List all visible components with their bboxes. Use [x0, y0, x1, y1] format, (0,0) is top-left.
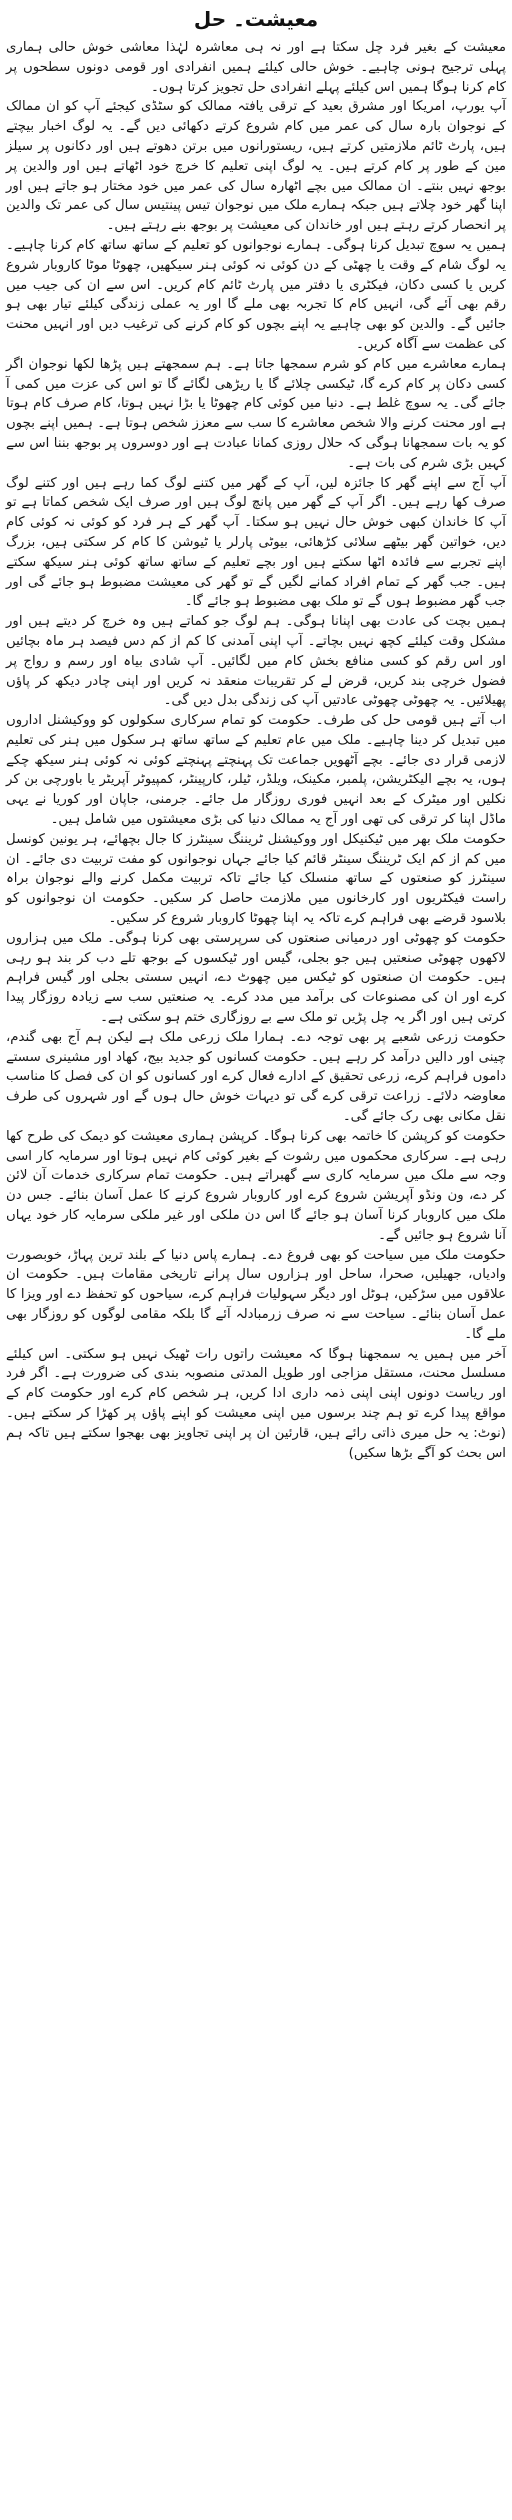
article-paragraph-1: معیشت کے بغیر فرد چل سکتا ہے اور نہ ہی معاشرہ لہٰذا معاشی خوش حالی ہماری پہلی ترجیح ہونی چاہیے۔ خوش حالی کیلئے ہمیں انفرادی اور قومی دونوں سطحوں پر کام کرنا ہوگا ہمیں اس کیلئے پہلے انفرادی حل تجویز کرتا ہوں۔ [6, 40, 506, 95]
article-paragraph-3: ہمیں یہ سوچ تبدیل کرنا ہوگی۔ ہمارے نوجوانوں کو تعلیم کے ساتھ ساتھ کام کرنا چاہیے۔ یہ لوگ شام کے وقت یا چھٹی کے دن کوئی نہ کوئی ہنر سیکھیں، چھوٹا موٹا کاروبار شروع کریں یا کسی دکان، فیکٹری یا دفتر میں پارٹ ٹائم کام کریں۔ اس سے ان کی جیب میں رقم بھی آئے گی، انہیں کام کا تجربہ بھی ملے گا اور یہ عملی زندگی کیلئے تیار بھی ہو جائیں گے۔ والدین کو بھی چاہیے یہ اپنے بچوں کو کام کرنے کی ترغیب دیں اور انہیں محنت کی عظمت سے آگاہ کریں۔ [6, 237, 506, 352]
article-paragraph-4: ہمارے معاشرے میں کام کو شرم سمجھا جاتا ہے۔ ہم سمجھتے ہیں پڑھا لکھا نوجوان اگر کسی دکان پر کام کرے گا، ٹیکسی چلائے گا یا ریڑھی لگائے گا تو اس کی عزت میں کمی آ جائے گی۔ یہ سوچ غلط ہے۔ دنیا میں کوئی کام چھوٹا یا بڑا نہیں ہوتا، کام صرف کام ہوتا ہے اور محنت کرنے والا شخص معاشرے کا سب سے معزز شخص ہوتا ہے۔ ہمیں اپنے بچوں کو یہ بات سمجھانا ہوگی کہ حلال روزی کمانا عبادت ہے اور دوسروں پر بوجھ بننا اس سے کہیں بڑی شرم کی بات ہے۔ [6, 356, 506, 471]
article-paragraph-13: آخر میں ہمیں یہ سمجھنا ہوگا کہ معیشت راتوں رات ٹھیک نہیں ہو سکتی۔ اس کیلئے مسلسل محنت، مستقل مزاجی اور طویل المدتی منصوبہ بندی کی ضرورت ہے۔ اگر فرد اور ریاست دونوں اپنی اپنی ذمہ داری ادا کریں، ہر شخص کام کرے اور حکومت کام کے مواقع پیدا کرے تو ہم چند برسوں میں اپنی معیشت کو اپنے پاؤں پر کھڑا کر سکتے ہیں۔ (نوٹ: یہ حل میری ذاتی رائے ہیں، قارئین ان پر اپنی تجاویز بھی بھجوا سکتے ہیں تاکہ ہم اس بحث کو آگے بڑھا سکیں) [6, 1346, 506, 1461]
article-paragraph-6: ہمیں بچت کی عادت بھی اپنانا ہوگی۔ ہم لوگ جو کماتے ہیں وہ خرچ کر دیتے ہیں اور مشکل وقت کیلئے کچھ نہیں بچاتے۔ آپ اپنی آمدنی کا کم از کم دس فیصد ہر ماہ بچائیں اور اس رقم کو کسی منافع بخش کام میں لگائیں۔ آپ شادی بیاہ اور رسم و رواج پر فضول خرچی بند کریں، قرض لے کر تقریبات منعقد نہ کریں اور اپنی چادر دیکھ کر پاؤں پھیلائیں۔ یہ چھوٹی چھوٹی عادتیں آپ کی زندگی بدل دیں گی۔ [6, 614, 506, 709]
article-paragraph-5: آپ آج سے اپنے گھر کا جائزہ لیں، آپ کے گھر میں کتنے لوگ کما رہے ہیں اور کتنے لوگ صرف کھا رہے ہیں۔ اگر آپ کے گھر میں پانچ لوگ ہیں اور صرف ایک شخص کماتا ہے تو آپ کا خاندان کبھی خوش حال نہیں ہو سکتا۔ آپ گھر کے ہر فرد کو کوئی نہ کوئی کام دیں، خواتین گھر بیٹھے سلائی کڑھائی، بیوٹی پارلر یا ٹیوشن کا کام کر سکتی ہیں، بزرگ اپنے تجربے سے فائدہ اٹھا سکتے ہیں اور بچے تعلیم کے ساتھ ساتھ کوئی ہنر سیکھ سکتے ہیں۔ جب گھر کے تمام افراد کمانے لگیں گے تو گھر کی معیشت مضبوط ہو جائے گی اور جب گھر مضبوط ہوں گے تو ملک بھی مضبوط ہو جائے گا۔ [6, 475, 506, 610]
article-paragraph-7: اب آتے ہیں قومی حل کی طرف۔ حکومت کو تمام سرکاری سکولوں کو ووکیشنل اداروں میں تبدیل کر دینا چاہیے۔ ملک میں عام تعلیم کے ساتھ ساتھ ہر سکول میں ہنر کی تعلیم لازمی قرار دی جائے۔ بچے آٹھویں جماعت تک پہنچتے پہنچتے کوئی نہ کوئی ہنر سیکھ چکے ہوں، یہ بچے الیکٹریشن، پلمبر، مکینک، ویلڈر، ٹیلر، کارپینٹر، کمپیوٹر آپریٹر یا باورچی بن کر نکلیں اور میٹرک کے بعد انہیں فوری روزگار مل جائے۔ جرمنی، جاپان اور کوریا نے یہی ماڈل اپنا کر ترقی کی تھی اور آج یہ ممالک دنیا کی بڑی معیشتوں میں شامل ہیں۔ [6, 713, 506, 828]
article-paragraph-11: حکومت کو کرپشن کا خاتمہ بھی کرنا ہوگا۔ کرپشن ہماری معیشت کو دیمک کی طرح کھا رہی ہے۔ سرکاری محکموں میں رشوت کے بغیر کوئی کام نہیں ہوتا اور سرمایہ کار اسی وجہ سے ملک میں سرمایہ کاری سے گھبراتے ہیں۔ حکومت تمام سرکاری خدمات آن لائن کر دے، ون ونڈو آپریشن شروع کرے اور کاروبار شروع کرنے کا عمل آسان بنائے۔ جس دن ملک میں کاروبار کرنا آسان ہو جائے گا اس دن ملکی اور غیر ملکی سرمایہ کار خود یہاں آنا شروع ہو جائیں گے۔ [6, 1128, 506, 1243]
article-title: معیشت۔ حل [193, 7, 319, 31]
article-paragraph-8: حکومت ملک بھر میں ٹیکنیکل اور ووکیشنل ٹریننگ سینٹرز کا جال بچھائے، ہر یونین کونسل میں کم از کم ایک ٹریننگ سینٹر قائم کیا جائے جہاں نوجوانوں کو مفت تربیت دی جائے۔ ان سینٹرز کو صنعتوں کے ساتھ منسلک کیا جائے تاکہ تربیت مکمل کرنے والے نوجوان براہ راست فیکٹریوں اور کارخانوں میں ملازمت حاصل کر سکیں۔ حکومت ان نوجوانوں کو بلاسود قرضے بھی فراہم کرے تاکہ یہ اپنا چھوٹا کاروبار شروع کر سکیں۔ [6, 831, 506, 927]
article-paragraph-9: حکومت کو چھوٹی اور درمیانی صنعتوں کی سرپرستی بھی کرنا ہوگی۔ ملک میں ہزاروں لاکھوں چھوٹی صنعتیں ہیں جو بجلی، گیس اور ٹیکسوں کے بوجھ تلے دب کر بند ہو رہی ہیں۔ حکومت ان صنعتوں کو ٹیکس میں چھوٹ دے، انہیں سستی بجلی اور گیس فراہم کرے اور ان کی مصنوعات کی برآمد میں مدد کرے۔ یہ صنعتیں سب سے زیادہ روزگار پیدا کرتی ہیں اور اگر یہ چل پڑیں تو ملک سے بے روزگاری ختم ہو سکتی ہے۔ [6, 930, 506, 1026]
article-body [6, 38, 506, 1463]
article-paragraph-2: آپ یورپ، امریکا اور مشرق بعید کے ترقی یافتہ ممالک کو سٹڈی کیجئے آپ کو ان ممالک کے نوجوان بارہ سال کی عمر میں کام شروع کرتے دکھائی دیں گے۔ یہ لوگ اخبار بیچتے ہیں، پارٹ ٹائم ملازمتیں کرتے ہیں، ریستورانوں میں برتن دھوتے ہیں اور دکانوں پر سیلز مین کے طور پر کام کرتے ہیں۔ یہ لوگ اپنی تعلیم کا خرچ خود اٹھاتے ہیں اور والدین پر بوجھ نہیں بنتے۔ ان ممالک میں بچے اٹھارہ سال کی عمر میں خود مختار ہو جاتے ہیں اور اپنا گھر خود چلاتے ہیں جبکہ ہمارے ملک میں نوجوان تیس پینتیس سال کی عمر تک والدین پر انحصار کرتے رہتے ہیں اور خاندان کی معیشت پر بوجھ بنے رہتے ہیں۔ [6, 99, 506, 234]
article-paragraph-10: حکومت زرعی شعبے پر بھی توجہ دے۔ ہمارا ملک زرعی ملک ہے لیکن ہم آج بھی گندم، چینی اور دالیں درآمد کر رہے ہیں۔ حکومت کسانوں کو جدید بیج، کھاد اور مشینری سستے داموں فراہم کرے، زرعی تحقیق کے ادارے فعال کرے اور کسانوں کو ان کی فصل کا مناسب معاوضہ دلائے۔ زراعت ترقی کرے گی تو دیہات خوش حال ہوں گے اور شہروں کی طرف نقل مکانی بھی رک جائے گی۔ [6, 1029, 506, 1125]
article-paragraph-12: حکومت ملک میں سیاحت کو بھی فروغ دے۔ ہمارے پاس دنیا کے بلند ترین پہاڑ، خوبصورت وادیاں، جھیلیں، صحرا، ساحل اور ہزاروں سال پرانے تاریخی مقامات ہیں۔ حکومت ان علاقوں میں سڑکیں، ہوٹل اور دیگر سہولیات فراہم کرے، سیاحوں کو تحفظ دے اور ویزا کا عمل آسان بنائے۔ سیاحت سے نہ صرف زرمبادلہ آئے گا بلکہ مقامی لوگوں کو روزگار بھی ملے گا۔ [6, 1247, 506, 1342]
